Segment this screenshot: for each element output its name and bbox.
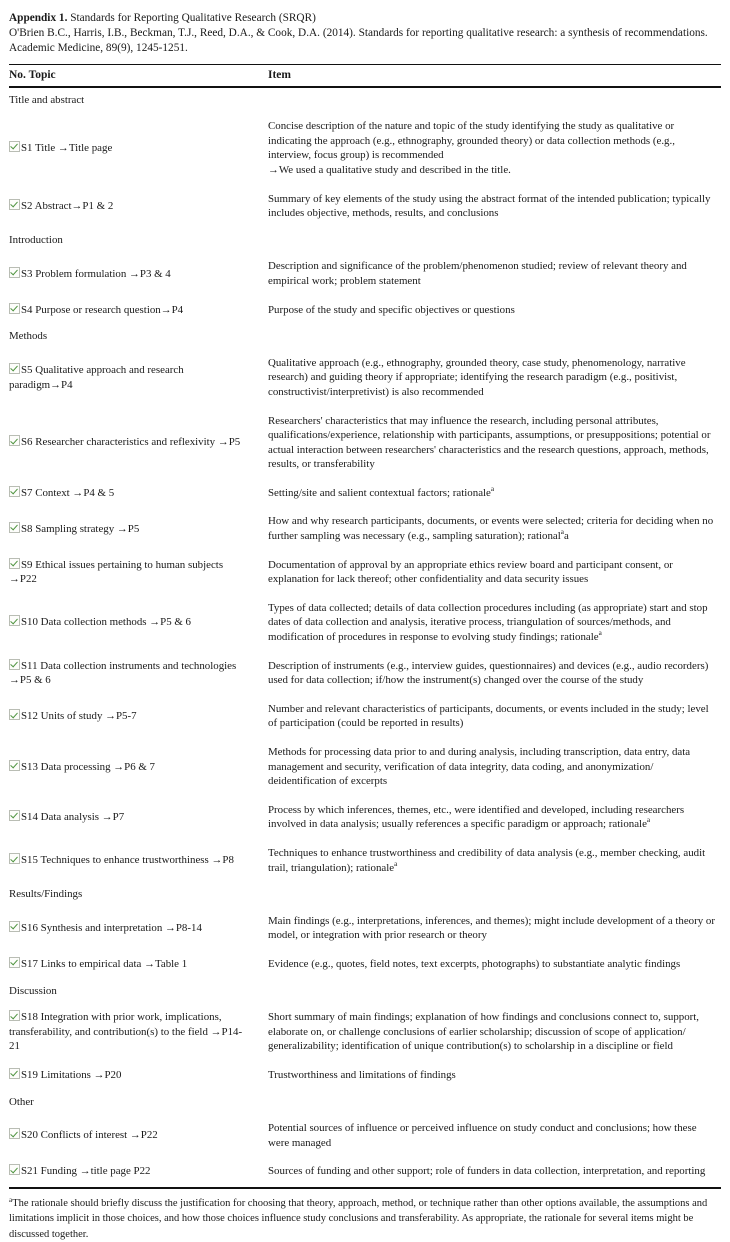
topic-cell (9, 185, 259, 228)
table-row (9, 594, 721, 652)
checkbox-checked-icon[interactable] (9, 921, 20, 932)
item-cell (259, 112, 721, 184)
topic-label: S10 Data collection methods →P5 & 6 (21, 616, 191, 629)
topic-label: S6 Researcher characteristics and reflexivity →P5 (21, 436, 241, 449)
checkbox-checked-icon[interactable] (9, 1164, 20, 1175)
checkbox-checked-icon[interactable] (9, 659, 20, 670)
section-heading-label: Introduction (9, 233, 63, 246)
column-header-item: Item (259, 64, 721, 87)
table-row (9, 1061, 721, 1090)
item-text: Qualitative approach (e.g., ethnography, grounded theory, case study, phenomenology, narrative research) and guiding theory if appropriate; identifying the research paradigm (e.g., positivist, constructivist/interpretivist) is also recommended (268, 356, 686, 398)
checkbox-checked-icon[interactable] (9, 199, 20, 210)
section-heading-row (9, 1090, 721, 1115)
item-cell (259, 252, 721, 295)
checkbox-checked-icon[interactable] (9, 810, 20, 821)
section-heading-row (9, 324, 721, 349)
table-header-row (9, 64, 721, 87)
topic-cell (9, 652, 259, 695)
section-heading-label: Other (9, 1095, 34, 1108)
item-text-trailing: a (563, 530, 569, 543)
checkbox-checked-icon[interactable] (9, 760, 20, 771)
footnote (9, 1196, 721, 1242)
item-text: Description of instruments (e.g., interview guides, questionnaires) and devices (e.g., audio recorders) used for data collection; if/how the instrument(s) changed over the course of the study (268, 659, 709, 687)
item-text: Methods for processing data prior to and during analysis, including transcription, data entry, data management and security, verification of data integrity, data coding, and anonymization/ deidentification of excerpts (268, 746, 691, 788)
item-text: Types of data collected; details of data collection procedures including (as appropriate) start and stop dates of data collection and analysis, iterative process, triangulation of sources/methods, and modification of procedures in response to evolving study findings; rationale (268, 601, 708, 644)
section-heading-row (9, 87, 721, 113)
column-header-topic: No. Topic (9, 64, 259, 87)
footnote-reference: a (646, 816, 651, 825)
topic-label: S3 Problem formulation →P3 & 4 (21, 267, 171, 280)
checkbox-checked-icon[interactable] (9, 1128, 20, 1139)
topic-cell (9, 551, 259, 594)
table-row (9, 907, 721, 950)
topic-label: S17 Links to empirical data →Table 1 (21, 957, 188, 970)
table-row (9, 252, 721, 295)
item-cell (259, 796, 721, 839)
footnote-reference: a (394, 859, 398, 868)
topic-cell (9, 252, 259, 295)
table-row (9, 796, 721, 839)
topic-label: S12 Units of study →P5-7 (21, 710, 137, 723)
item-cell (259, 738, 721, 796)
topic-cell (9, 112, 259, 184)
footnote-reference: a (560, 528, 564, 537)
item-cell (259, 1114, 721, 1157)
topic-label: S20 Conflicts of interest →P22 (21, 1129, 158, 1142)
table-row (9, 479, 721, 508)
topic-cell (9, 349, 259, 407)
table-row (9, 738, 721, 796)
item-text: Sources of funding and other support; role of funders in data collection, interpretation, and reporting (268, 1165, 706, 1178)
topic-label: S16 Synthesis and interpretation →P8-14 (21, 922, 202, 935)
citation: O'Brien B.C., Harris, I.B., Beckman, T.J., Reed, D.A., & Cook, D.A. (2014). Standards for reporting qualitative research: a synthesis of recommendations. Academic Medicine, 89(9), 1245-1251. (9, 27, 708, 55)
document-header (9, 11, 721, 57)
item-text: Summary of key elements of the study using the abstract format of the intended publication; typically includes objective, methods, results, and conclusions (268, 192, 711, 220)
checkbox-checked-icon[interactable] (9, 141, 20, 152)
item-cell (259, 407, 721, 479)
checkbox-checked-icon[interactable] (9, 615, 20, 626)
item-text: Researchers' characteristics that may influence the research, including personal attributes, qualifications/experience, relationship with participants, assumptions, or presuppositions; potential or actual interaction between researchers' characteristics and the research questions, approach, methods, results, or transferability (268, 414, 711, 471)
table-row (9, 839, 721, 882)
section-heading-row (9, 228, 721, 253)
checkbox-checked-icon[interactable] (9, 522, 20, 533)
item-cell (259, 950, 721, 979)
item-cell (259, 551, 721, 594)
section-heading-item-cell (259, 1090, 721, 1115)
topic-label: S7 Context →P4 & 5 (21, 486, 115, 499)
topic-label: S18 Integration with prior work, implications, transferability, and contribution(s) to the field →P14-21 (9, 1011, 243, 1053)
topic-label: S19 Limitations →P20 (21, 1068, 122, 1081)
appendix-title: Standards for Reporting Qualitative Research (SRQR) (70, 12, 316, 24)
item-cell (259, 839, 721, 882)
srqr-checklist-table (9, 64, 721, 1189)
appendix-label: Appendix 1. (9, 12, 68, 24)
footnote-marker: a (9, 1195, 13, 1204)
topic-label: S4 Purpose or research question→P4 (21, 303, 184, 316)
checkbox-checked-icon[interactable] (9, 303, 20, 314)
item-text: Process by which inferences, themes, etc., were identified and developed, including researchers involved in data analysis; usually references a specific paradigm or approach; rationale (268, 803, 685, 831)
topic-cell (9, 907, 259, 950)
checkbox-checked-icon[interactable] (9, 853, 20, 864)
section-heading-item-cell (259, 228, 721, 253)
item-cell (259, 907, 721, 950)
section-heading-item-cell (259, 87, 721, 113)
checkbox-checked-icon[interactable] (9, 363, 20, 374)
table-row (9, 296, 721, 325)
checkbox-checked-icon[interactable] (9, 267, 20, 278)
item-cell (259, 594, 721, 652)
checkbox-checked-icon[interactable] (9, 558, 20, 569)
topic-label: S11 Data collection instruments and technologies →P5 & 6 (9, 659, 237, 687)
item-text: How and why research participants, documents, or events were selected; criteria for deciding when no further sampling was necessary (e.g., sampling saturation); rational (268, 515, 714, 543)
topic-cell (9, 1061, 259, 1090)
item-text: Concise description of the nature and topic of the study identifying the study as qualitative or indicating the approach (e.g., ethnography, grounded theory) or data collection methods (e.g., interview, focus group) is recommended →We used a qualitative study and described in the title. (268, 120, 675, 176)
section-heading-row (9, 979, 721, 1004)
checkbox-checked-icon[interactable] (9, 435, 20, 446)
topic-cell (9, 479, 259, 508)
topic-label: S15 Techniques to enhance trustworthiness →P8 (21, 854, 234, 867)
table-row (9, 695, 721, 738)
section-heading-label: Title and abstract (9, 93, 85, 106)
topic-label: S14 Data analysis →P7 (21, 811, 125, 824)
item-text: Setting/site and salient contextual factors; rationale (268, 486, 491, 499)
item-cell (259, 507, 721, 550)
table-row (9, 652, 721, 695)
topic-cell (9, 950, 259, 979)
topic-label: S13 Data processing →P6 & 7 (21, 760, 156, 773)
topic-cell (9, 1003, 259, 1061)
item-text: Main findings (e.g., interpretations, inferences, and themes); might include development of a theory or model, or integration with prior research or theory (268, 914, 715, 942)
section-heading-item-cell (259, 882, 721, 907)
item-cell (259, 296, 721, 325)
footnote-reference: a (598, 629, 602, 638)
item-text: Techniques to enhance trustworthiness and credibility of data analysis (e.g., member checking, audit trail, triangulation); rationale (268, 846, 706, 874)
table-row (9, 1157, 721, 1188)
table-row (9, 407, 721, 479)
section-heading-item-cell (259, 979, 721, 1004)
checkbox-checked-icon[interactable] (9, 486, 20, 497)
topic-cell (9, 296, 259, 325)
item-cell (259, 479, 721, 508)
item-cell (259, 1157, 721, 1188)
item-cell (259, 695, 721, 738)
footnote-reference: a (490, 484, 495, 493)
topic-label: S21 Funding →title page P22 (21, 1165, 151, 1178)
topic-label: S8 Sampling strategy →P5 (21, 522, 140, 535)
section-heading-item-cell (259, 324, 721, 349)
topic-cell (9, 796, 259, 839)
table-row (9, 1114, 721, 1157)
checkbox-checked-icon[interactable] (9, 1068, 20, 1079)
topic-label: S5 Qualitative approach and research paradigm→P4 (9, 364, 184, 391)
item-text: Description and significance of the problem/phenomenon studied; review of relevant theory and empirical work; problem statement (268, 260, 687, 287)
section-heading-label: Discussion (9, 984, 57, 997)
footnote-text: The rationale should briefly discuss the justification for choosing that theory, approach, method, or technique rather than other options available, the assumptions and limitations implicit in those choices, and how those choices influence study conclusions and transferability. As appropriate, the rationale for several items might be discussed together. (9, 1197, 708, 1240)
table-row (9, 551, 721, 594)
item-text: Potential sources of influence or perceived influence on study conduct and conclusions; how these were managed (268, 1122, 697, 1149)
topic-cell (9, 738, 259, 796)
topic-cell (9, 1114, 259, 1157)
item-cell (259, 1003, 721, 1061)
appendix-title-line (9, 11, 721, 26)
table-body (9, 87, 721, 1188)
item-text: Number and relevant characteristics of participants, documents, or events included in the study; level of participation (could be reported in results) (268, 702, 709, 730)
table-row (9, 507, 721, 550)
checkbox-checked-icon[interactable] (9, 957, 20, 968)
table-row (9, 950, 721, 979)
table-row (9, 185, 721, 228)
topic-cell (9, 839, 259, 882)
item-text: Purpose of the study and specific objectives or questions (268, 303, 515, 316)
table-row (9, 1003, 721, 1061)
table-head (9, 64, 721, 87)
item-cell (259, 349, 721, 407)
item-cell (259, 185, 721, 228)
item-text: Trustworthiness and limitations of findings (268, 1068, 456, 1081)
item-text: Short summary of main findings; explanation of how findings and conclusions connect to, support, elaborate on, or challenge conclusions of earlier scholarship; discussion of scope of application/ generalizability; identification of unique contribution(s) to scholarship in a discipline or field (268, 1011, 700, 1053)
topic-cell (9, 1157, 259, 1188)
table-row (9, 349, 721, 407)
item-cell (259, 652, 721, 695)
section-heading-label: Methods (9, 330, 48, 343)
checkbox-checked-icon[interactable] (9, 1010, 20, 1021)
topic-cell (9, 407, 259, 479)
item-text: Documentation of approval by an appropriate ethics review board and participant consent, or explanation for lack thereof; other confidentiality and data security issues (268, 558, 673, 586)
item-text: Evidence (e.g., quotes, field notes, text excerpts, photographs) to substantiate analytic findings (268, 957, 681, 970)
topic-label: S2 Abstract→P1 & 2 (21, 199, 114, 212)
topic-cell (9, 507, 259, 550)
topic-cell (9, 594, 259, 652)
topic-cell (9, 695, 259, 738)
table-row (9, 112, 721, 184)
item-cell (259, 1061, 721, 1090)
topic-label: S1 Title →Title page (21, 142, 113, 155)
checkbox-checked-icon[interactable] (9, 709, 20, 720)
section-heading-row (9, 882, 721, 907)
section-heading-label: Results/Findings (9, 888, 83, 901)
topic-label: S9 Ethical issues pertaining to human subjects →P22 (9, 558, 224, 586)
